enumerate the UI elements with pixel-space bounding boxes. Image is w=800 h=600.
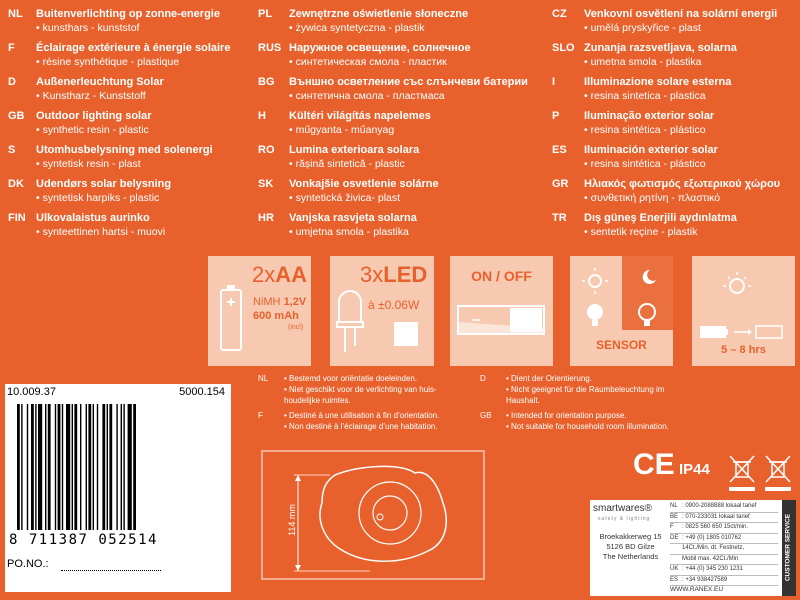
language-title: Iluminação exterior solar [584, 110, 715, 122]
language-material: • sentetik reçine - plastik [584, 226, 698, 238]
language-material: • műgyanta - műanyag [289, 124, 395, 136]
sensor-label: SENSOR [596, 338, 647, 352]
language-code: P [552, 110, 560, 122]
language-title: Външно осветление със слънчеви батерии [289, 76, 528, 88]
language-material: • synteettinen hartsi - muovi [36, 226, 166, 238]
led-type: LED [383, 262, 428, 287]
language-title: Outdoor lighting solar [36, 110, 152, 122]
language-code: I [552, 76, 556, 88]
language-entry-es [0, 144, 800, 178]
ip-rating: IP44 [679, 461, 710, 478]
language-material: • umetna smola - plastika [584, 56, 702, 68]
language-entry-slo [0, 42, 800, 76]
barcode [17, 404, 225, 544]
service-line: UK : +44 (0) 345 230 1231 [670, 565, 778, 576]
language-title: Illuminazione solare esterna [584, 76, 732, 88]
language-material: • resina sintética - plástico [584, 124, 706, 136]
language-title: Außenerleuchtung Solar [36, 76, 164, 88]
battery-included: (incl) [288, 324, 304, 331]
language-code: BG [258, 76, 275, 88]
barcode-bar [38, 404, 42, 530]
language-code: RO [258, 144, 275, 156]
barcode-bar [128, 404, 132, 530]
brand-logo: smartwares® [593, 503, 653, 514]
language-code: D [8, 76, 16, 88]
barcode-bar [55, 404, 56, 530]
barcode-bar [74, 404, 77, 530]
barcode-bar [62, 404, 63, 530]
language-title: Utomhusbelysning med solenergi [36, 144, 213, 156]
barcode-bar [31, 404, 34, 530]
barcode-bar [123, 404, 124, 530]
language-entry-cz [0, 8, 800, 42]
language-material: • résine synthétique - plastique [36, 56, 180, 68]
battery-info [208, 256, 311, 366]
barcode-bar [102, 404, 105, 530]
barcode-bar [133, 404, 136, 530]
language-material: • syntetisk harpiks - plastic [36, 192, 160, 204]
language-title: Buitenverlichting op zonne-energie [36, 8, 220, 20]
po-number-label: PO.NO.: [7, 558, 49, 570]
language-column-3 [0, 8, 800, 246]
language-code: ES [552, 144, 567, 156]
barcode-bar [109, 404, 112, 530]
customer-service-panel [590, 500, 796, 596]
barcode-bar [121, 404, 122, 530]
language-material: • synthetic resin - plastic [36, 124, 149, 136]
language-material: • синтетична смола - пластмаса [289, 90, 445, 102]
barcode-bar [48, 404, 51, 530]
language-code: GB [8, 110, 25, 122]
crossed-bin-battery-icon [766, 456, 790, 482]
service-line: 14Ct./Min. dt. Festnetz, [670, 544, 778, 555]
led-power: à ±0.06W [368, 298, 420, 312]
article-number: 5000.154 [179, 386, 225, 398]
switch-icon [450, 256, 553, 366]
website-link[interactable]: WWW.RANEX.EU [670, 586, 724, 593]
barcode-bar [80, 404, 81, 530]
barcode-bar [66, 404, 70, 530]
language-title: Kültéri világítás napelemes [289, 110, 431, 122]
language-title: Udendørs solar belysning [36, 178, 172, 190]
brand-address: Broekakkerweg 15 5126 BD Gilze The Netherlands [599, 532, 662, 561]
language-entry-tr [0, 212, 800, 246]
po-line [61, 570, 161, 571]
language-entry-p [0, 110, 800, 144]
language-code: F [8, 42, 15, 54]
language-title: Venkovní osvětlení na solární energii [584, 8, 778, 20]
barcode-bar [88, 404, 91, 530]
language-title: Éclairage extérieure à énergie solaire [36, 42, 231, 54]
language-title: Lumina exterioara solara [289, 144, 420, 156]
language-entry-gr [0, 178, 800, 212]
language-code: DK [8, 178, 24, 190]
language-material: • Kunstharz - Kunststoff [36, 90, 146, 102]
barcode-bar [21, 404, 22, 530]
charge-time: 5 – 8 hrs [721, 344, 766, 356]
ce-mark: CE [633, 448, 675, 481]
barcode-bar [72, 404, 73, 530]
service-line: Mobil max. 42Ct./Min [670, 555, 778, 566]
weee-icons [728, 452, 794, 492]
language-material: • syntetická živica- plast [289, 192, 401, 204]
language-material: • kunsthars - kunststof [36, 22, 140, 34]
language-code: NL [8, 8, 23, 20]
language-title: Iluminación exterior solar [584, 144, 718, 156]
language-code: PL [258, 8, 273, 20]
language-material: • syntetisk resin - plast [36, 158, 141, 170]
barcode-bar [116, 404, 117, 530]
language-title: Zewnętrzne oświetlenie słoneczne [289, 8, 469, 20]
battery-type: AA [275, 262, 308, 287]
language-title: Ηλιακός φωτισμός εξωτερικού χώρου [584, 178, 781, 190]
led-qty: 3x [360, 262, 384, 287]
charge-info [692, 256, 795, 366]
language-code: SLO [552, 42, 575, 54]
barcode-bar [58, 404, 61, 530]
service-line: DE : +49 (0) 1805 010762 [670, 534, 778, 545]
barcode-bar [107, 404, 108, 530]
language-title: Zunanja razsvetljava, solarna [584, 42, 737, 54]
service-line: ES : +34 938427589 [670, 576, 778, 587]
language-title: Vanjska rasvjeta solarna [289, 212, 417, 224]
service-lines [670, 502, 778, 586]
language-code: FIN [8, 212, 26, 224]
language-title: Наружное освещение, солнечное [289, 42, 471, 54]
customer-service-label: CUSTOMER SERVICE [784, 513, 792, 582]
battery-qty: 2x [252, 262, 276, 287]
language-entry-i [0, 76, 800, 110]
brand-tagline: safety & lighting [598, 516, 651, 522]
dimension-label: 114 mm [286, 504, 297, 536]
language-code: S [8, 144, 16, 156]
barcode-bar [45, 404, 46, 530]
language-material: • resina sintética - plástico [584, 158, 706, 170]
battery-voltage: 1,2V [283, 296, 307, 308]
article-code: 10.009.37 [7, 386, 56, 398]
ean-number: 8 711387 052514 [9, 532, 158, 548]
service-line: NL : 0900-2088888 lokaal tarief [670, 502, 778, 513]
switch-info [450, 256, 553, 366]
language-material: • umělá pryskyřice - plast [584, 22, 701, 34]
language-material: • żywica syntetyczna - plastik [289, 22, 425, 34]
service-line: BE : 070-233031 lokaal tarief [670, 513, 778, 524]
barcode-bar [86, 404, 87, 530]
language-code: TR [552, 212, 567, 224]
language-title: Dış güneş Enerjili aydınlatma [584, 212, 737, 224]
service-line: F : 0825 560 650 15ct/min. [670, 523, 778, 534]
language-code: H [258, 110, 266, 122]
barcode-bar [35, 404, 36, 530]
barcode-bar [27, 404, 28, 530]
barcode-bar [93, 404, 94, 530]
language-material: • синтетическая смола - пластик [289, 56, 447, 68]
led-info [330, 256, 434, 366]
battery-capacity: 600 mAh [253, 310, 299, 322]
barcode-label [5, 384, 231, 592]
language-title: Ulkovalaistus aurinko [36, 212, 150, 224]
language-material: • rășină sintetică - plastic [289, 158, 405, 170]
barcode-bar [17, 404, 20, 530]
language-material: • umjetna smola - plastika [289, 226, 409, 238]
language-material: • resina sintetica - plastica [584, 90, 706, 102]
language-code: HR [258, 212, 274, 224]
language-code: CZ [552, 8, 567, 20]
language-code: RUS [258, 42, 282, 54]
battery-chem: NiMH [253, 296, 281, 308]
language-code: GR [552, 178, 569, 190]
switch-label: ON / OFF [471, 268, 532, 284]
language-title: Vonkajšie osvetlenie solárne [289, 178, 439, 190]
language-material: • συνθετική ρητίνη - πλαστικό [584, 192, 721, 204]
sensor-info [570, 256, 673, 366]
crossed-bin-icon [730, 456, 754, 482]
barcode-bar [97, 404, 98, 530]
language-code: SK [258, 178, 274, 190]
